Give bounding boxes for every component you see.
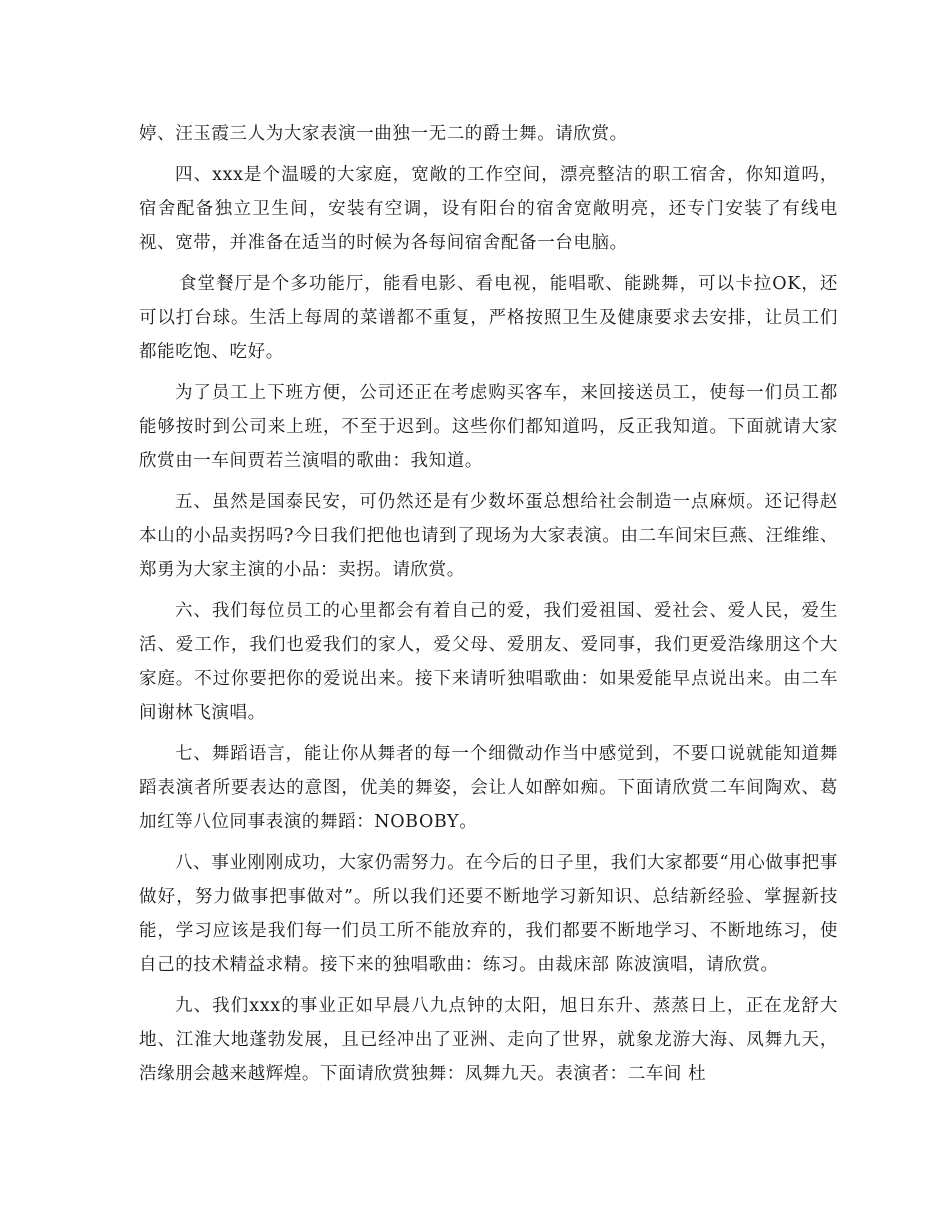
paragraph-section-four: 四、xxx是个温暖的大家庭，宽敞的工作空间，漂亮整洁的职工宿舍，你知道吗，宿舍配备独立卫生间，安装有空调，设有阳台的宿舍宽敞明亮，还专门安装了有线电视、宽带，并准备在适当的时候为各每间宿舍配备一台电脑。 — [139, 165, 838, 253]
paragraph-commute: 为了员工上下班方便，公司还正在考虑购买客车，来回接送员工，使每一们员工都能够按时到公司来上班，不至于迟到。这些你们都知道吗，反正我知道。下面就请大家欣赏由一车间贾若兰演唱的歌曲：我知道。 — [139, 383, 838, 471]
paragraph-section-six: 六、我们每位员工的心里都会有着自己的爱，我们爱祖国、爱社会、爱人民，爱生活、爱工作，我们也爱我们的家人，爱父母、爱朋友、爱同事，我们更爱浩缘朋这个大家庭。不过你要把你的爱说出来。接下来请听独唱歌曲：如果爱能早点说出来。由二车间谢林飞演唱。 — [139, 601, 838, 723]
paragraph-canteen: 食堂餐厅是个多功能厅，能看电影、看电视，能唱歌、能跳舞，可以卡拉OK，还可以打台球。生活上每周的菜谱都不重复，严格按照卫生及健康要求去安排，让员工们都能吃饱、吃好。 — [139, 274, 838, 362]
paragraph-section-five: 五、虽然是国泰民安，可仍然还是有少数坏蛋总想给社会制造一点麻烦。还记得赵本山的小品卖拐吗?今日我们把他也请到了现场为大家表演。由二车间宋巨燕、汪维维、郑勇为大家主演的小品：卖拐。请欣赏。 — [139, 492, 838, 580]
paragraph-continuation: 婷、汪玉霞三人为大家表演一曲独一无二的爵士舞。请欣赏。 — [139, 124, 628, 144]
paragraph-section-seven: 七、舞蹈语言，能让你从舞者的每一个细微动作当中感觉到，不要口说就能知道舞蹈表演者所要表达的意图，优美的舞姿，会让人如醉如痴。下面请欣赏二车间陶欢、葛加红等八位同事表演的舞蹈：NOBOBY。 — [139, 744, 838, 832]
paragraph-section-nine: 九、我们xxx的事业正如早晨八九点钟的太阳，旭日东升、蒸蒸日上，正在龙舒大地、江淮大地蓬勃发展，且已经冲出了亚洲、走向了世界，就象龙游大海、凤舞九天，浩缘朋会越来越辉煌。下面请欣赏独舞：凤舞九天。表演者：二车间 杜 — [139, 996, 838, 1084]
paragraph-section-eight: 八、事业刚刚成功，大家仍需努力。在今后的日子里，我们大家都要“用心做事把事做好，努力做事把事做对”。所以我们还要不断地学习新知识、总结新经验、掌握新技能，学习应该是我们每一们员工所不能放弃的，我们都要不断地学习、不断地练习，使自己的技术精益求精。接下来的独唱歌曲：练习。由裁床部 陈波演唱，请欣赏。 — [139, 853, 838, 975]
